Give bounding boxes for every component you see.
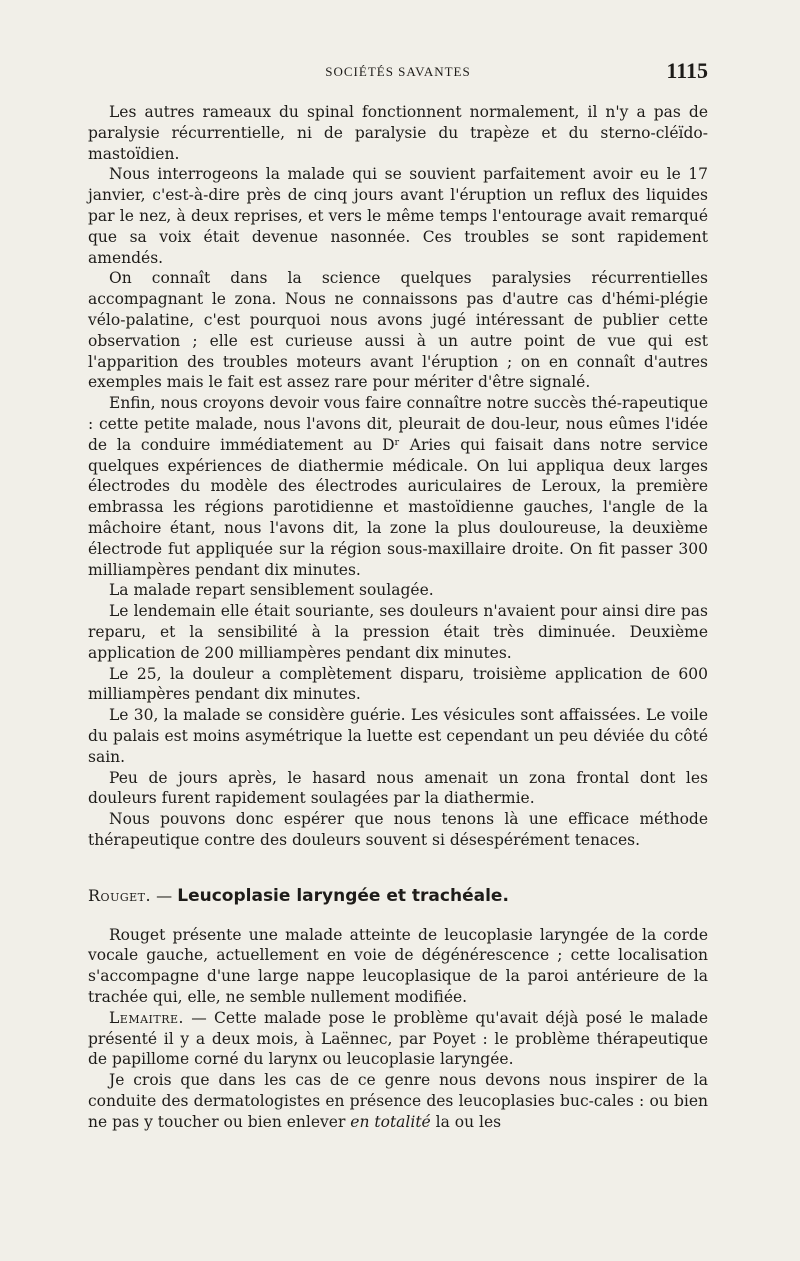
body-text [88,102,708,851]
paragraph: Peu de jours après, le hasard nous amenait un zona frontal dont les douleurs furent rapidement soulagées par la diathermie. [88,768,708,808]
speaker-name: Lemaitre. [109,1008,184,1027]
paragraph: Le 30, la malade se considère guérie. Les vésicules sont affaissées. Le voile du palais est moins asymétrique la luette est cependant un peu déviée du côté sain. [88,706,708,766]
section-author: Rouget. [88,885,152,905]
speaker-text: — Cette malade pose le problème qu'avait déjà posé le malade présenté il y a deux mois, à Laënnec, par Poyet : le problème thérapeutique de papillome corné du larynx ou leucoplasie laryngée. [88,1008,708,1069]
paragraph: Nous pouvons donc espérer que nous tenons là une efficace méthode thérapeutique contre des douleurs souvent si désespérément tenaces. [88,810,708,849]
running-head: SOCIÉTÉS SAVANTES [325,64,471,79]
paragraph: Nous interrogeons la malade qui se souvient parfaitement avoir eu le 17 janvier, c'est-à-dire près de cinq jours avant l'éruption un reflux des liquides par le nez, à deux reprises, et vers le même temps l'entourage avait remarqué que sa voix était devenue nasonnée. Ces troubles se sont rapidement amendés. [88,165,708,267]
paragraph-text: Je crois que dans les cas de ce genre nous devons nous inspirer de la conduite des dermatologistes en présence des leucoplasies buc-cales : ou bien ne pas y toucher ou bien enlever [88,1071,708,1131]
paragraph [88,1008,708,1070]
paragraph: Enfin, nous croyons devoir vous faire connaître notre succès thé-rapeutique : cette petite malade, nous l'avons dit, pleurait de dou-leur, nous eûmes l'idée de la conduire immédiatement au Dʳ Aries qui faisait dans notre service quelques expériences de diathermie médicale. On lui appliqua deux larges électrodes du modèle des électrodes auriculaires de Leroux, la première embrassa les régions parotidienne et mastoïdienne gauches, l'angle de la mâchoire étant, nous l'avons dit, la zone la plus douloureuse, la deuxième électrode fut appliquée sur la région sous-maxillaire droite. On fit passer 300 milliampères pendant dix minutes. [88,394,708,579]
paragraph: La malade repart sensiblement soulagée. [109,581,434,600]
paragraph-text: la ou les [430,1112,502,1131]
paragraph: Les autres rameaux du spinal fonctionnent normalement, il n'y a pas de paralysie récurrentielle, ni de paralysie du trapèze et du sterno-cléïdo-mastoïdien. [88,103,708,163]
page-header [88,58,708,90]
section-dash: — [151,885,178,905]
paragraph: Le 25, la douleur a complètement disparu, troisième application de 600 milliampères pendant dix minutes. [88,664,708,704]
paragraph: On connaît dans la science quelques paralysies récurrentielles accompagnant le zona. Nous ne connaissons pas d'autre cas d'hémi-plégie vélo-palatine, c'est pourquoi nous avons jugé intéressant de publier cette observation ; elle est curieuse aussi à un autre point de vue qui est l'apparition des troubles moteurs avant l'éruption ; on en connaît d'autres exemples mais le fait est assez rare pour mériter d'être signalé. [88,269,708,392]
paragraph [88,1070,708,1132]
paragraph: Rouget présente une malade atteinte de leucoplasie laryngée de la corde vocale gauche, actuellement en voie de dégénérescence ; cette localisation s'accompagne d'une large nappe leucoplasique de la paroi antérieure de la trachée qui, elle, ne semble nullement modifiée. [88,925,708,1007]
paragraph: Le lendemain elle était souriante, ses douleurs n'avaient pour ainsi dire pas reparu, et la sensibilité à la pression était très diminuée. Deuxième application de 200 milliampères pendant dix minutes. [88,602,708,662]
section-title: Leucoplasie laryngée et trachéale. [177,885,509,906]
section-body [88,925,708,1133]
section-heading [88,885,708,907]
page-number: 1115 [666,58,708,83]
emphasis-text: en totalité [350,1112,431,1131]
